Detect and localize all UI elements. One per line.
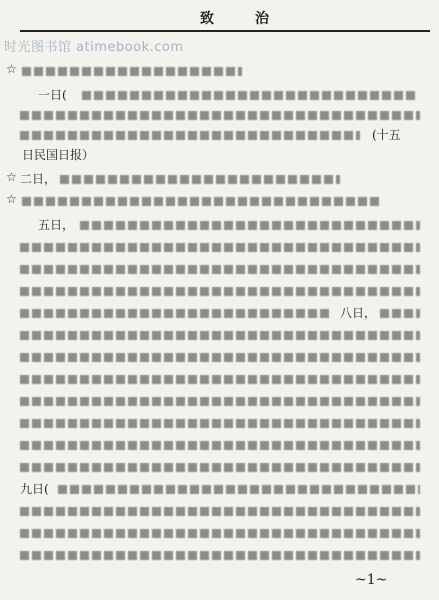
illegible-text bbox=[22, 197, 382, 206]
illegible-text bbox=[60, 175, 340, 184]
illegible-text bbox=[20, 309, 330, 318]
illegible-text bbox=[20, 287, 420, 296]
text-line bbox=[0, 436, 439, 454]
illegible-text bbox=[20, 397, 420, 406]
page-header bbox=[0, 8, 439, 28]
star-bullet-icon: ☆ bbox=[6, 62, 17, 76]
illegible-text bbox=[20, 353, 420, 362]
illegible-text bbox=[82, 91, 418, 100]
text-line bbox=[0, 282, 439, 300]
illegible-text bbox=[20, 331, 420, 340]
illegible-text bbox=[20, 243, 420, 252]
illegible-text bbox=[20, 111, 420, 120]
illegible-text bbox=[80, 221, 420, 230]
text-line bbox=[0, 106, 439, 124]
text-line bbox=[0, 62, 439, 80]
header-char-left: 致 bbox=[200, 11, 214, 27]
text-fragment: 二日， bbox=[20, 172, 57, 186]
text-line bbox=[0, 370, 439, 388]
text-line bbox=[0, 414, 439, 432]
illegible-text bbox=[20, 131, 360, 140]
illegible-text bbox=[20, 507, 420, 516]
text-line bbox=[0, 304, 439, 322]
text-line bbox=[0, 348, 439, 366]
illegible-text bbox=[20, 419, 420, 428]
illegible-text bbox=[22, 67, 242, 76]
text-line bbox=[0, 392, 439, 410]
text-fragment: 一日( bbox=[38, 88, 67, 102]
illegible-text bbox=[20, 265, 420, 274]
text-fragment: (十五 bbox=[372, 128, 401, 142]
illegible-text bbox=[20, 551, 420, 560]
illegible-text bbox=[20, 375, 420, 384]
text-fragment: 日民国日报） bbox=[22, 148, 95, 162]
header-rule bbox=[20, 30, 430, 32]
text-line bbox=[0, 216, 439, 234]
text-line bbox=[0, 192, 439, 210]
star-bullet-icon: ☆ bbox=[6, 192, 17, 206]
text-line bbox=[0, 170, 439, 188]
illegible-text bbox=[380, 309, 420, 318]
illegible-text bbox=[20, 529, 420, 538]
illegible-text bbox=[20, 463, 420, 472]
text-line bbox=[0, 146, 439, 164]
star-bullet-icon: ☆ bbox=[6, 170, 17, 184]
text-line bbox=[0, 524, 439, 542]
illegible-text bbox=[58, 485, 420, 494]
text-line bbox=[0, 546, 439, 564]
illegible-text bbox=[20, 441, 420, 450]
text-line bbox=[0, 238, 439, 256]
text-fragment: 九日( bbox=[20, 482, 49, 496]
text-fragment: 五日， bbox=[38, 218, 75, 232]
text-line bbox=[0, 502, 439, 520]
text-line bbox=[0, 326, 439, 344]
header-char-right: 治 bbox=[255, 11, 269, 27]
page-number: ~1~ bbox=[355, 572, 388, 588]
text-line bbox=[0, 480, 439, 498]
watermark: 时光图书馆 atimebook.com bbox=[4, 40, 184, 55]
text-line bbox=[0, 458, 439, 476]
text-fragment: 八日， bbox=[340, 306, 377, 320]
text-line bbox=[0, 260, 439, 278]
text-line bbox=[0, 86, 439, 104]
text-line bbox=[0, 126, 439, 144]
